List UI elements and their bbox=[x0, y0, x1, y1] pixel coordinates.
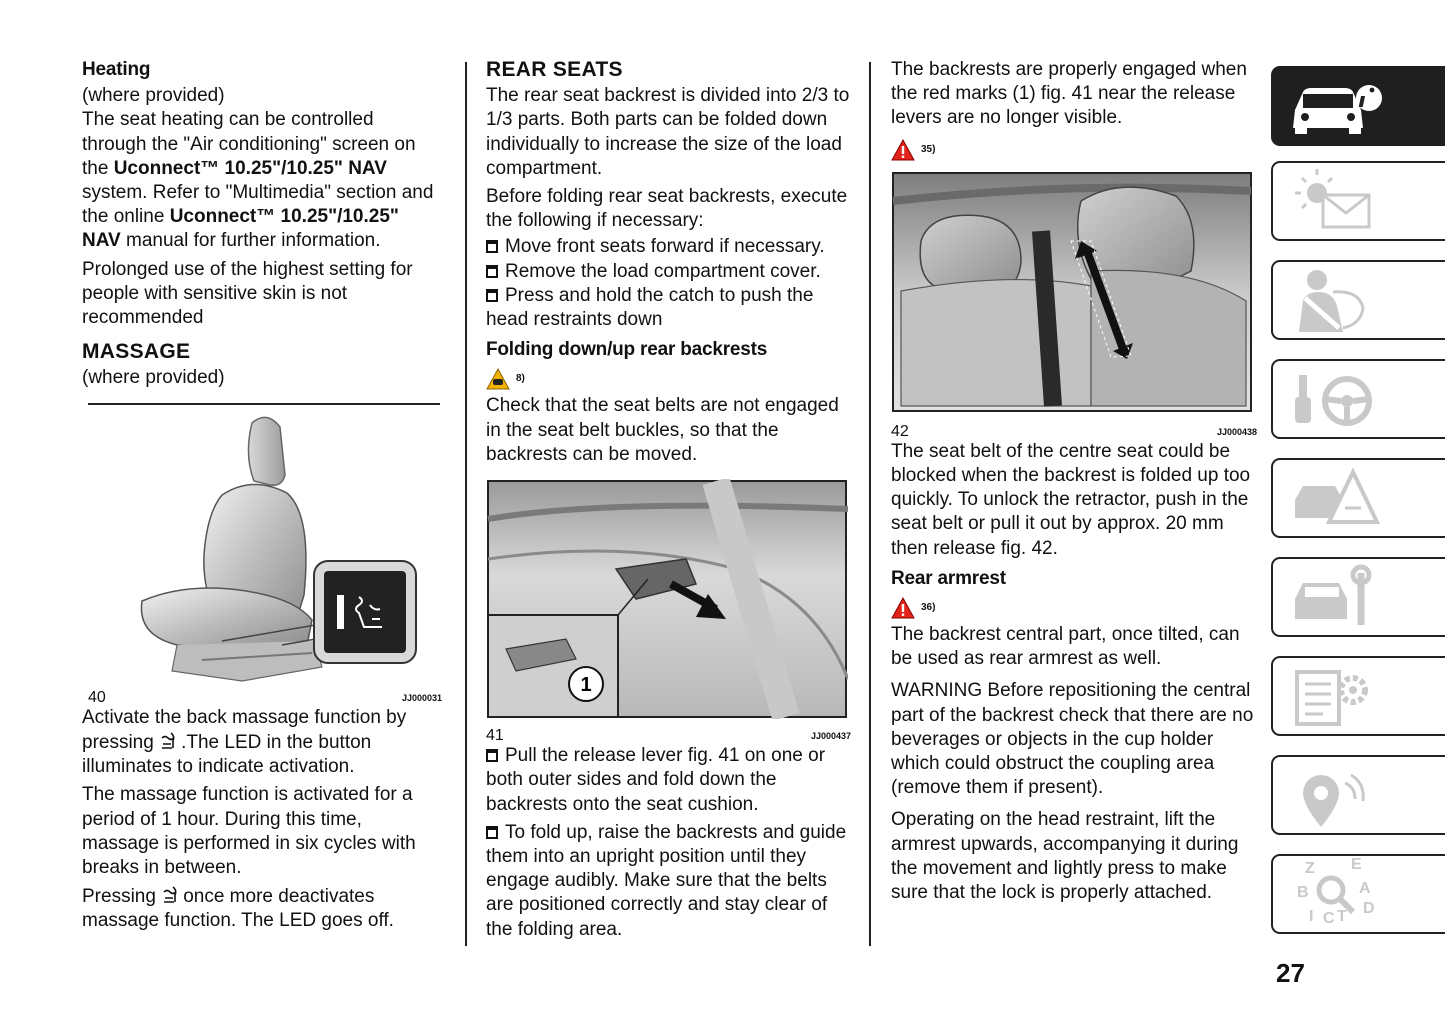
warning-triangle-icon bbox=[891, 597, 915, 619]
index-letter: B bbox=[1297, 884, 1309, 901]
figure-code: JJ000437 bbox=[810, 731, 851, 742]
uconnect-name-2: Uconnect™ 10.25"/10.25" NAV bbox=[82, 206, 399, 252]
tab-emergency[interactable] bbox=[1271, 458, 1445, 538]
tab-index[interactable] bbox=[1271, 854, 1445, 934]
uconnect-name: Uconnect™ 10.25"/10.25" NAV bbox=[113, 157, 387, 179]
armrest-text-1: The backrest central part, once tilted, can be used as rear armrest as well. bbox=[891, 624, 1240, 670]
activate-text-b: .The LED in the button illuminates to indicate activation. bbox=[82, 732, 372, 778]
tab-getting-to-know-car[interactable] bbox=[1271, 66, 1445, 146]
massage-icon bbox=[161, 884, 183, 906]
heating-text-b: system. Refer to "Multimedia" section and the online bbox=[82, 182, 434, 228]
figure-number: 40 bbox=[88, 688, 106, 706]
tab-multimedia[interactable] bbox=[1271, 755, 1445, 835]
rear-seats-before: Before folding rear seat backrests, execute the following if necessary: bbox=[486, 186, 848, 232]
car-wrench-icon bbox=[1273, 559, 1393, 635]
heating-warning-text: Prolonged use of the highest setting for people with sensitive skin is not recommended bbox=[82, 258, 413, 329]
check-belts-text: Check that the seat belts are not engaged in the seat belt buckles, so that the backrests can be moved. bbox=[486, 395, 839, 465]
figure-40 bbox=[82, 403, 442, 706]
fold-up-text bbox=[486, 821, 851, 942]
breakdown-triangle-icon bbox=[1273, 460, 1393, 536]
tab-starting-driving[interactable] bbox=[1271, 359, 1445, 439]
magnifier-icon bbox=[1313, 872, 1357, 916]
caution-reference bbox=[486, 364, 851, 394]
massage-icon bbox=[159, 730, 181, 752]
warning-ref-number: 35) bbox=[921, 143, 936, 155]
tab-technical-data[interactable] bbox=[1271, 656, 1445, 736]
press-text-a: Pressing bbox=[82, 886, 162, 908]
figure-number: 41 bbox=[486, 727, 504, 745]
checkbox-bullet-icon bbox=[486, 826, 498, 839]
index-letter: E bbox=[1351, 856, 1362, 873]
page-number: 27 bbox=[1276, 958, 1305, 988]
checkbox-bullet-icon bbox=[486, 289, 498, 302]
massage-deactivate-text bbox=[82, 884, 442, 933]
figure-code: JJ000031 bbox=[401, 692, 442, 703]
key-steering-wheel-icon bbox=[1273, 361, 1393, 437]
column-3 bbox=[891, 58, 1257, 909]
checkbox-bullet-icon bbox=[486, 240, 498, 253]
list-item-text: Move front seats forward if necessary. bbox=[505, 236, 825, 258]
warning-lights-icon bbox=[1273, 163, 1393, 239]
heating-heading: Heating bbox=[82, 59, 151, 80]
tab-dashboard-lights[interactable] bbox=[1271, 161, 1445, 241]
figure-41 bbox=[486, 479, 851, 744]
warning-reference-2 bbox=[891, 593, 1257, 623]
seat-belt-person-icon bbox=[1273, 262, 1393, 338]
checkbox-bullet-icon bbox=[486, 749, 498, 762]
caution-car-icon bbox=[486, 368, 510, 390]
column-1 bbox=[82, 58, 442, 938]
checkbox-bullet-icon bbox=[486, 265, 498, 278]
rear-seats-intro: The rear seat backrest is divided into 2/3 to 1/3 parts. Both parts can be folded down individually to increase the size of the load compartment. bbox=[486, 85, 850, 179]
figure-42-caption bbox=[891, 422, 1257, 440]
massage-heading: MASSAGE bbox=[82, 340, 191, 364]
figure-code: JJ000438 bbox=[1216, 426, 1257, 437]
car-info-icon bbox=[1273, 68, 1393, 144]
folding-heading: Folding down/up rear backrests bbox=[486, 339, 768, 361]
heating-text-a: The seat heating can be controlled through the "Air conditioning" screen on the bbox=[82, 109, 416, 179]
press-text-b: once more deactivates massage function. The LED goes off. bbox=[82, 886, 394, 932]
list-item bbox=[486, 284, 851, 332]
list-item bbox=[486, 235, 851, 259]
column-2 bbox=[486, 58, 851, 946]
index-letter: T bbox=[1337, 908, 1347, 925]
caution-ref-number: 8) bbox=[516, 373, 525, 385]
pull-lever-body: Pull the release lever fig. 41 on one or both outer sides and fold down the backrests onto the seat cushion. bbox=[486, 745, 826, 815]
figure-number: 42 bbox=[891, 422, 909, 440]
heating-text-c: manual for further information. bbox=[120, 230, 381, 252]
index-letter: Z bbox=[1305, 860, 1315, 877]
figure-42 bbox=[891, 171, 1257, 440]
column-divider-2 bbox=[869, 62, 871, 946]
document-gear-icon bbox=[1273, 658, 1393, 734]
index-letter: C bbox=[1323, 910, 1335, 927]
column-divider-1 bbox=[465, 62, 467, 946]
fold-up-body: To fold up, raise the backrests and guide them into an upright position until they engage audibly. Make sure that the belts are positioned correctly and stay clear of the folding area. bbox=[486, 821, 847, 940]
tab-safety[interactable] bbox=[1271, 260, 1445, 340]
warning-reference-1 bbox=[891, 135, 1257, 165]
pull-lever-text bbox=[486, 744, 851, 817]
engaged-text: The backrests are properly engaged when the red marks (1) fig. 41 near the release levers are no longer visible. bbox=[891, 59, 1247, 129]
front-seat-illustration bbox=[82, 405, 442, 687]
massage-period-text: The massage function is activated for a period of 1 hour. During this time, massage is performed in six cycles with breaks in between. bbox=[82, 784, 416, 879]
massage-where: (where provided) bbox=[82, 367, 225, 389]
list-item-text: Remove the load compartment cover. bbox=[505, 260, 821, 282]
rear-seats-heading: REAR SEATS bbox=[486, 58, 623, 81]
list-item-text: Press and hold the catch to push the head restraints down bbox=[486, 284, 814, 331]
release-lever-illustration bbox=[486, 479, 848, 719]
index-letter: A bbox=[1359, 880, 1371, 897]
armrest-text-3: Operating on the head restraint, lift the armrest upwards, accompanying it during the movement and lightly press to make sure that the lock is properly attached. bbox=[891, 809, 1239, 904]
multimedia-pin-icon bbox=[1273, 757, 1393, 833]
index-letter: D bbox=[1363, 900, 1375, 917]
activate-text-a: Activate the back massage function by pressing bbox=[82, 706, 407, 754]
warning-triangle-icon bbox=[891, 139, 915, 161]
rear-armrest-heading: Rear armrest bbox=[891, 567, 1006, 589]
callout-number: 1 bbox=[580, 674, 592, 697]
centre-belt-illustration bbox=[891, 171, 1253, 413]
tab-servicing[interactable] bbox=[1271, 557, 1445, 637]
figure-41-caption bbox=[486, 726, 851, 744]
heating-where: (where provided) bbox=[82, 85, 225, 107]
armrest-warning-text: WARNING Before repositioning the central part of the backrest check that there are no beverages or objects in the cup holder which could obstruct the coupling area (remove them if present). bbox=[891, 680, 1254, 799]
centre-belt-text: The seat belt of the centre seat could be blocked when the backrest is folded up too quickly. To unlock the retractor, push in the seat belt or pull it out by approx. 20 mm then release fig. 42. bbox=[891, 440, 1251, 559]
heating-body bbox=[82, 84, 442, 253]
figure-40-caption bbox=[82, 688, 442, 706]
warning-ref-number: 36) bbox=[921, 601, 936, 613]
steps-list bbox=[486, 235, 851, 332]
list-item bbox=[486, 260, 851, 284]
zeta-index-icon bbox=[1273, 856, 1393, 932]
massage-activate-text bbox=[82, 706, 442, 780]
index-letter: I bbox=[1309, 908, 1314, 925]
